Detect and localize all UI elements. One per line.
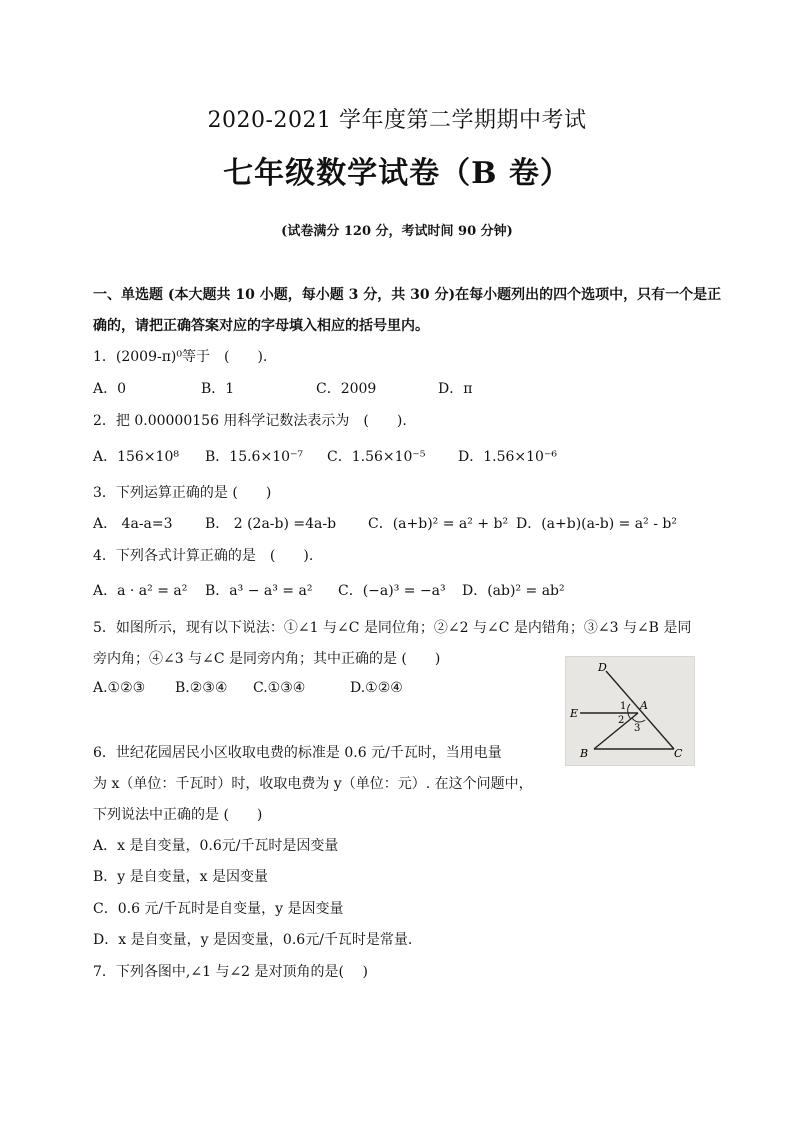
q5-option-b: B.②③④ [175, 680, 228, 696]
q5-line2: 旁内角；④∠3 与∠C 是同旁内角；其中正确的是 ( ) [93, 651, 441, 667]
angle-2-arc [628, 713, 631, 719]
label-c: C [674, 747, 683, 760]
q4-option-d: D．(ab)² = ab² [462, 583, 565, 599]
exam-title: 2020-2021 学年度第二学期期中考试 [207, 108, 587, 133]
paper-title: 七年级数学试卷（B 卷） [223, 156, 571, 191]
label-b: B [580, 747, 589, 760]
q5-option-d: D.①②④ [350, 680, 403, 696]
q3-option-d: D．(a+b)(a-b) = a² - b² [516, 516, 677, 532]
q3-option-c: C．(a+b)² = a² + b² [368, 516, 509, 532]
label-1: 1 [620, 701, 627, 712]
q7-stem: 7．下列各图中,∠1 与∠2 是对顶角的是( ) [93, 964, 368, 980]
q1-option-a: A．0 [93, 381, 127, 397]
section1-intro-line2: 确的，请把正确答案对应的字母填入相应的括号里内。 [93, 318, 429, 334]
q1-stem: 1．(2009-π)⁰等于 ( ). [93, 349, 268, 365]
q5-option-c: C.①③④ [253, 680, 306, 696]
section1-intro-line1: 一、单选题 (本大题共 10 小题，每小题 3 分，共 30 分)在每小题列出的四个选项中，只有一个是正 [93, 287, 722, 303]
q6-option-a: A．x 是自变量，0.6元/千瓦时是因变量 [93, 838, 339, 854]
q2-stem: 2．把 0.00000156 用科学记数法表示为 ( ). [93, 413, 407, 429]
exam-note: (试卷满分 120 分，考试时间 90 分钟) [281, 224, 513, 239]
q2-option-c: C．1.56×10⁻⁵ [327, 449, 426, 465]
label-a: A [640, 699, 648, 712]
q3-option-a: A． 4a-a=3 [93, 516, 173, 532]
line-ab [594, 713, 641, 749]
q5-geometry-diagram [566, 657, 694, 765]
label-3: 3 [634, 723, 641, 734]
angle-3-arc [632, 718, 645, 722]
q3-stem: 3．下列运算正确的是 ( ) [93, 485, 272, 501]
q1-option-c: C．2009 [316, 381, 377, 397]
q2-option-a: A．156×10⁸ [93, 449, 179, 465]
label-e: E [570, 707, 579, 720]
angle-1-arc [628, 704, 630, 713]
q3-option-b: B． 2 (2a-b) =4a-b [205, 516, 337, 532]
q5-line1: 5．如图所示，现有以下说法：①∠1 与∠C 是同位角；②∠2 与∠C 是内错角；③∠3 与∠B 是同 [93, 620, 692, 636]
q4-option-b: B．a³ − a³ = a² [205, 583, 313, 599]
q4-option-c: C．(−a)³ = −a³ [338, 583, 446, 599]
q6-option-d: D．x 是自变量，y 是因变量，0.6元/千瓦时是常量. [93, 932, 413, 948]
q6-line3: 下列说法中正确的是 ( ) [93, 807, 263, 823]
q6-line1: 6．世纪花园居民小区收取电费的标准是 0.6 元/千瓦时，当用电量 [93, 745, 502, 761]
q1-option-b: B．1 [201, 381, 235, 397]
label-d: D [598, 661, 607, 674]
q1-option-d: D．π [438, 381, 473, 397]
q4-option-a: A．a · a² = a² [93, 583, 188, 599]
q6-option-b: B．y 是自变量，x 是因变量 [93, 869, 268, 885]
q4-stem: 4．下列各式计算正确的是 ( ). [93, 548, 314, 564]
q6-line2: 为 x（单位：千瓦时）时，收取电费为 y（单位：元）. 在这个问题中， [93, 776, 533, 792]
q5-figure [565, 656, 695, 766]
q2-option-b: B．15.6×10⁻⁷ [205, 449, 304, 465]
q2-option-d: D．1.56×10⁻⁶ [458, 449, 557, 465]
q6-option-c: C．0.6 元/千瓦时是自变量，y 是因变量 [93, 901, 344, 917]
q5-option-a: A.①②③ [93, 680, 146, 696]
label-2: 2 [618, 715, 625, 726]
